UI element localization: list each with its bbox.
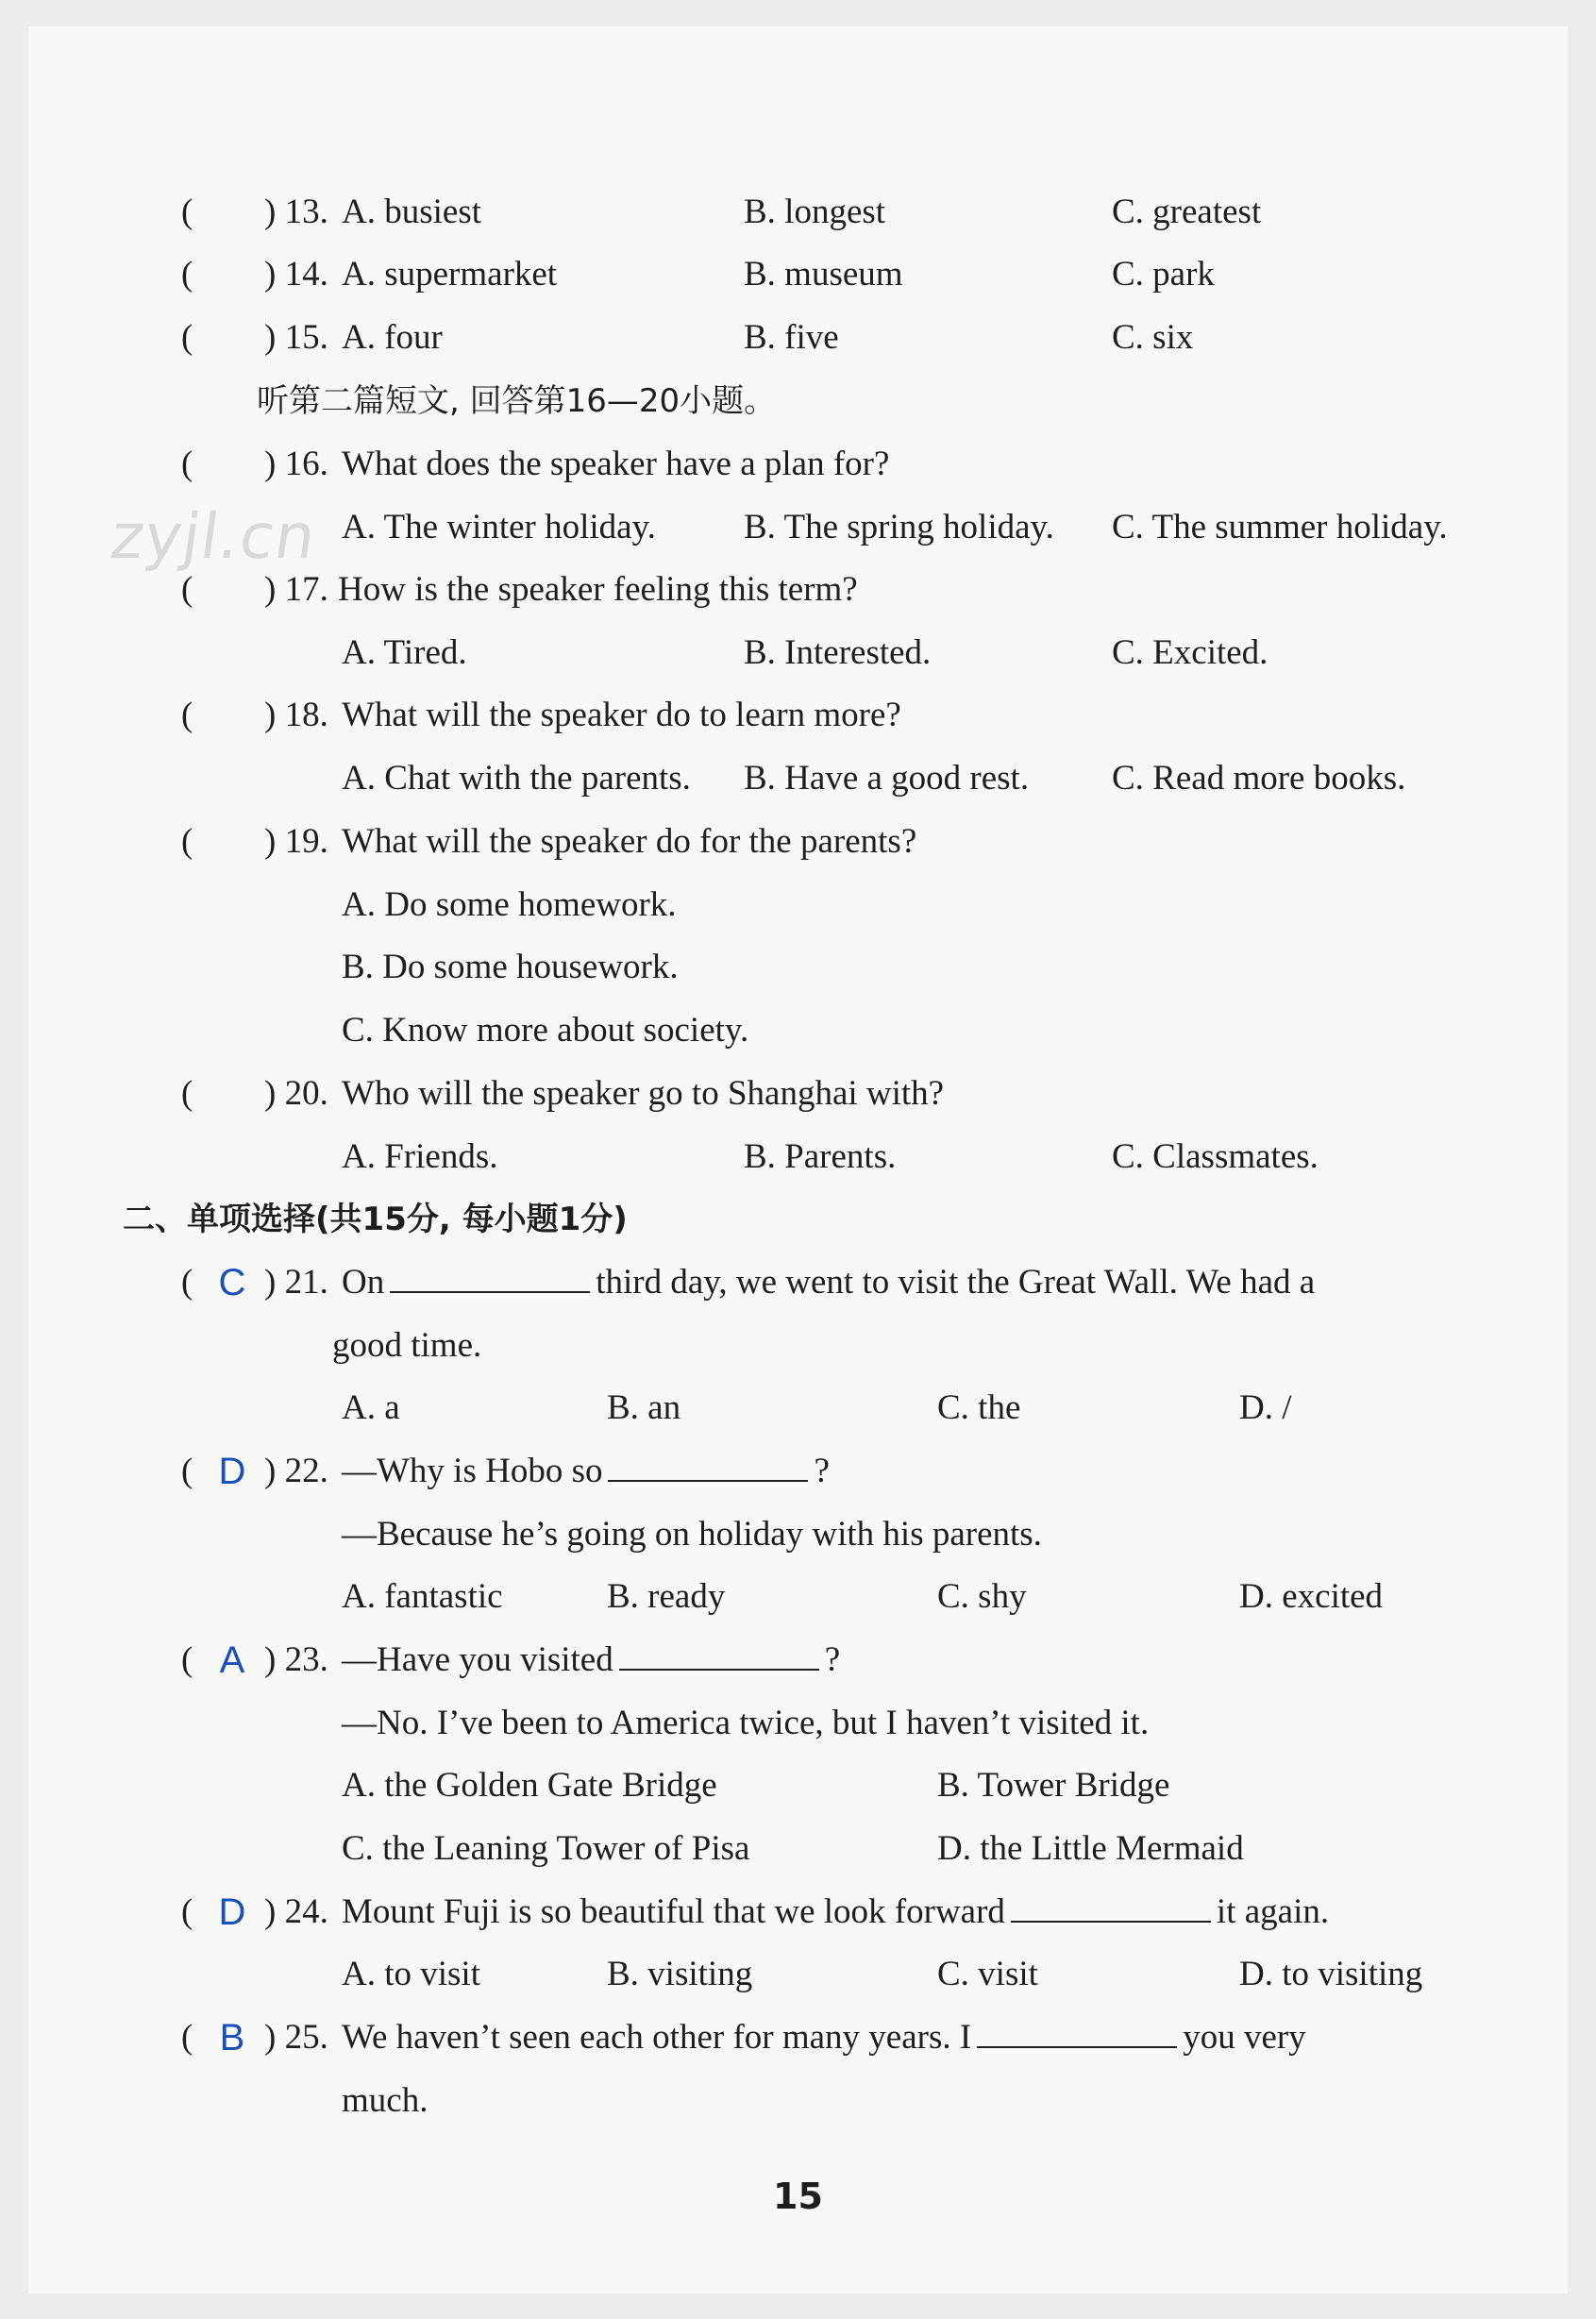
option-a: A. The winter holiday. xyxy=(342,508,656,546)
question-14 xyxy=(0,246,1596,303)
question-21-cont xyxy=(0,1318,1596,1374)
option-b: B. visiting xyxy=(607,1955,753,1993)
question-19-option-b xyxy=(0,939,1596,996)
reply-line: —No. I’ve been to America twice, but I haven’t visited it. xyxy=(342,1704,1150,1742)
question-23-options-ab xyxy=(0,1757,1596,1814)
question-number: ) 14. xyxy=(264,255,328,294)
left-paren: ( xyxy=(181,318,193,357)
option-b: B. The spring holiday. xyxy=(744,508,1054,546)
question-number: ) 15. xyxy=(264,318,328,357)
stem-pre: On xyxy=(342,1263,385,1302)
stem-pre: —Why is Hobo so xyxy=(342,1452,603,1490)
left-paren: ( xyxy=(181,570,193,609)
left-paren: ( xyxy=(181,445,193,483)
stem-continuation: good time. xyxy=(332,1326,482,1365)
option-c: C. shy xyxy=(937,1577,1027,1616)
option-b: B. longest xyxy=(744,193,886,231)
question-number: ) 17. xyxy=(264,570,328,609)
question-number: ) 19. xyxy=(264,822,328,861)
stem-post: ? xyxy=(814,1452,830,1490)
question-stem xyxy=(342,1443,830,1500)
option-c: C. the xyxy=(937,1388,1021,1427)
option-a: A. to visit xyxy=(342,1955,480,1993)
option-d: D. / xyxy=(1239,1388,1292,1427)
question-21 xyxy=(0,1254,1596,1311)
option-c: C. visit xyxy=(937,1955,1038,1993)
option-b: B. Tower Bridge xyxy=(937,1766,1170,1805)
question-stem: What does the speaker have a plan for? xyxy=(342,445,890,483)
question-24-options xyxy=(0,1946,1596,2003)
left-paren: ( xyxy=(181,1892,193,1931)
option-b: B. five xyxy=(744,318,839,357)
stem-post: you very xyxy=(1183,2018,1306,2057)
option-c: C. greatest xyxy=(1112,193,1262,231)
question-23-reply xyxy=(0,1695,1596,1752)
option-b: B. Do some housework. xyxy=(342,948,679,986)
question-22-reply xyxy=(0,1506,1596,1563)
option-b: B. Interested. xyxy=(744,633,932,672)
question-19 xyxy=(0,814,1596,870)
question-20 xyxy=(0,1066,1596,1122)
question-stem: How is the speaker feeling this term? xyxy=(338,570,858,609)
watermark: zyjl.cn xyxy=(106,500,321,573)
option-c: C. six xyxy=(1112,318,1194,357)
answer-mark: D xyxy=(218,1891,246,1933)
option-c: C. Classmates. xyxy=(1112,1137,1319,1176)
answer-blank xyxy=(1011,1890,1211,1923)
question-number: ) 22. xyxy=(264,1452,328,1490)
stem-post: it again. xyxy=(1216,1892,1330,1931)
question-number: ) 18. xyxy=(264,696,328,734)
option-c: C. park xyxy=(1112,255,1215,294)
option-a: A. busiest xyxy=(342,193,481,231)
question-number: ) 25. xyxy=(264,2018,328,2057)
question-number: ) 21. xyxy=(264,1263,328,1302)
question-18-options xyxy=(0,750,1596,807)
option-b: B. ready xyxy=(607,1577,726,1616)
option-a: A. Tired. xyxy=(342,633,467,672)
option-a: A. supermarket xyxy=(342,255,558,294)
option-c: C. the Leaning Tower of Pisa xyxy=(342,1829,750,1868)
option-b: B. an xyxy=(607,1388,681,1427)
answer-blank xyxy=(977,2016,1177,2048)
stem-continuation: much. xyxy=(342,2081,428,2120)
question-23-options-cd xyxy=(0,1821,1596,1877)
option-a: A. fantastic xyxy=(342,1577,503,1616)
question-24 xyxy=(0,1884,1596,1941)
reply-line: —Because he’s going on holiday with his parents. xyxy=(342,1515,1042,1554)
question-23 xyxy=(0,1632,1596,1689)
question-25 xyxy=(0,2009,1596,2066)
question-stem xyxy=(342,1254,1315,1311)
question-number: ) 13. xyxy=(264,193,328,231)
question-19-option-c xyxy=(0,1002,1596,1059)
answer-mark: D xyxy=(218,1451,246,1492)
answer-blank xyxy=(608,1450,808,1482)
stem-pre: We haven’t seen each other for many years. I xyxy=(342,2018,972,2057)
question-stem xyxy=(342,1884,1329,1941)
left-paren: ( xyxy=(181,255,193,294)
stem-post: ? xyxy=(824,1640,841,1679)
option-a: A. Do some homework. xyxy=(342,885,677,924)
stem-post: third day, we went to visit the Great Wall. We had a xyxy=(596,1263,1316,1302)
question-stem: Who will the speaker go to Shanghai with? xyxy=(342,1074,945,1113)
left-paren: ( xyxy=(181,1640,193,1679)
left-paren: ( xyxy=(181,822,193,861)
question-22 xyxy=(0,1443,1596,1500)
question-stem xyxy=(342,2009,1306,2066)
question-21-options xyxy=(0,1380,1596,1437)
question-22-options xyxy=(0,1569,1596,1625)
option-b: B. Parents. xyxy=(744,1137,897,1176)
section-title: 二、单项选择(共15分, 每小题1分) xyxy=(123,1201,628,1238)
option-a: A. a xyxy=(342,1388,400,1427)
question-13 xyxy=(0,184,1596,241)
answer-mark: C xyxy=(218,1262,246,1303)
section-heading xyxy=(0,1191,1596,1248)
question-number: ) 16. xyxy=(264,445,328,483)
answer-mark: B xyxy=(219,2017,245,2059)
question-25-cont xyxy=(0,2073,1596,2129)
question-stem xyxy=(342,1632,840,1689)
option-b: B. museum xyxy=(744,255,903,294)
option-a: A. four xyxy=(342,318,443,357)
question-19-option-a xyxy=(0,877,1596,933)
question-20-options xyxy=(0,1129,1596,1185)
left-paren: ( xyxy=(181,1452,193,1490)
stem-pre: Mount Fuji is so beautiful that we look forward xyxy=(342,1892,1005,1931)
passage-instruction xyxy=(0,373,1596,429)
left-paren: ( xyxy=(181,1263,193,1302)
left-paren: ( xyxy=(181,696,193,734)
question-number: ) 24. xyxy=(264,1892,328,1931)
left-paren: ( xyxy=(181,1074,193,1113)
question-stem: What will the speaker do for the parents? xyxy=(342,822,917,861)
question-17 xyxy=(0,562,1596,618)
option-d: D. excited xyxy=(1239,1577,1384,1616)
question-16 xyxy=(0,436,1596,493)
answer-mark: A xyxy=(219,1639,245,1681)
option-d: D. to visiting xyxy=(1239,1955,1423,1993)
option-a: A. Friends. xyxy=(342,1137,498,1176)
answer-blank xyxy=(619,1638,819,1671)
page-number: 15 xyxy=(773,2176,823,2217)
option-c: C. Know more about society. xyxy=(342,1011,749,1050)
option-d: D. the Little Mermaid xyxy=(937,1829,1244,1868)
question-17-options xyxy=(0,625,1596,681)
answer-blank xyxy=(390,1261,590,1293)
stem-pre: —Have you visited xyxy=(342,1640,613,1679)
option-c: C. Excited. xyxy=(1112,633,1268,672)
option-c: C. The summer holiday. xyxy=(1112,508,1448,546)
question-stem: What will the speaker do to learn more? xyxy=(342,696,901,734)
question-16-options xyxy=(0,499,1596,556)
option-b: B. Have a good rest. xyxy=(744,759,1030,798)
option-a: A. Chat with the parents. xyxy=(342,759,691,798)
instruction-text: 听第二篇短文, 回答第16—20小题。 xyxy=(257,382,777,420)
left-paren: ( xyxy=(181,193,193,231)
question-number: ) 20. xyxy=(264,1074,328,1113)
option-c: C. Read more books. xyxy=(1112,759,1406,798)
question-15 xyxy=(0,310,1596,366)
question-18 xyxy=(0,687,1596,744)
question-number: ) 23. xyxy=(264,1640,328,1679)
left-paren: ( xyxy=(181,2018,193,2057)
option-a: A. the Golden Gate Bridge xyxy=(342,1766,717,1805)
